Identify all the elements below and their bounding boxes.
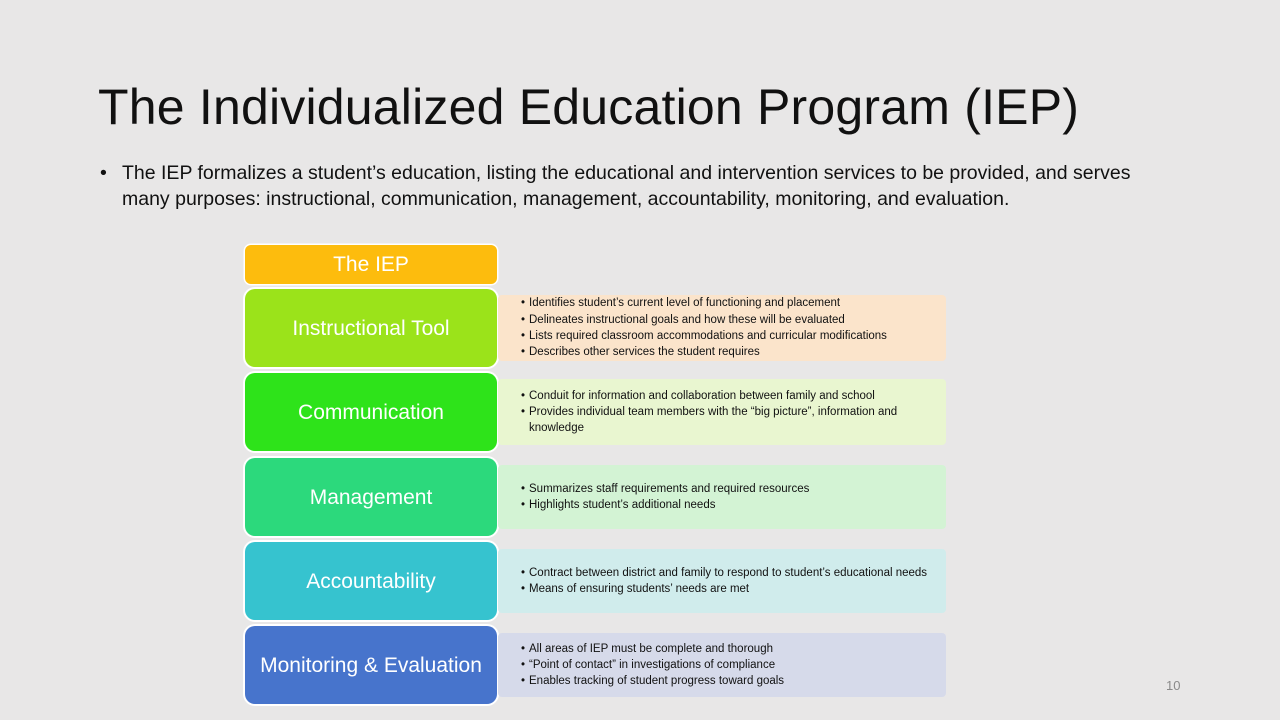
description-item: • Lists required classroom accommodations and curricular modifications: [522, 328, 936, 344]
slide-title: The Individualized Education Program (IEP): [98, 79, 1080, 135]
row-description-monitoring-evaluation: [498, 633, 946, 697]
description-item: • Provides individual team members with the “big picture”, information and knowledge: [522, 404, 936, 437]
description-item: • Summarizes staff requirements and required resources: [522, 481, 936, 497]
description-item: • Describes other services the student requires: [522, 344, 936, 360]
diagram-header: The IEP: [245, 245, 497, 284]
row-label-instructional-tool: Instructional Tool: [245, 289, 497, 367]
intro-bullet-text: The IEP formalizes a student’s education, listing the educational and intervention services to be provided, and serves many purposes: instructional, communication, management, accountability, monitoring, and evaluation.: [122, 162, 1131, 210]
row-label-monitoring-evaluation: Monitoring & Evaluation: [245, 626, 497, 704]
row-description-communication: [498, 379, 946, 445]
row-description-management: [498, 465, 946, 529]
row-description-accountability: [498, 549, 946, 613]
description-item: • Contract between district and family to respond to student’s educational needs: [522, 565, 936, 581]
description-item: • Identifies student’s current level of functioning and placement: [522, 295, 936, 311]
row-label-management: Management: [245, 458, 497, 536]
row-description-instructional-tool: [498, 295, 946, 361]
page-number: 10: [1166, 678, 1181, 693]
description-list: [522, 481, 936, 514]
description-item: • Enables tracking of student progress toward goals: [522, 673, 936, 689]
description-item: • Means of ensuring students’ needs are met: [522, 581, 936, 597]
description-item: • Delineates instructional goals and how these will be evaluated: [522, 312, 936, 328]
description-list: [522, 641, 936, 690]
row-label-communication: Communication: [245, 373, 497, 451]
description-item: • “Point of contact” in investigations of compliance: [522, 657, 936, 673]
row-label-accountability: Accountability: [245, 542, 497, 620]
description-list: [522, 295, 936, 360]
description-list: [522, 388, 936, 437]
description-list: [522, 565, 936, 598]
bullet-marker: •: [100, 162, 107, 184]
description-item: • All areas of IEP must be complete and thorough: [522, 641, 936, 657]
description-item: • Highlights student’s additional needs: [522, 497, 936, 513]
description-item: • Conduit for information and collaboration between family and school: [522, 388, 936, 404]
